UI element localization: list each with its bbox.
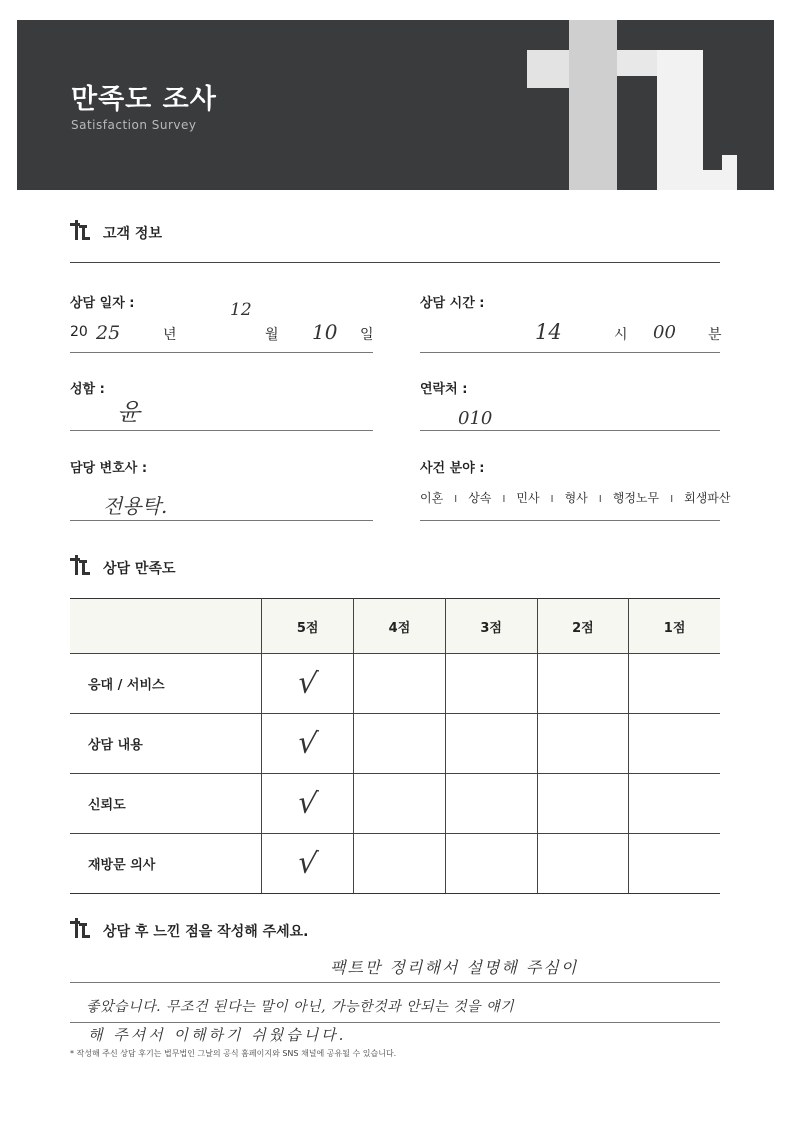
contact-underline — [420, 430, 720, 431]
feedback-line-1: 팩트만 정리해서 설명해 주심이 — [330, 958, 579, 977]
score-cell-4[interactable] — [354, 714, 446, 774]
score-cell-2[interactable] — [537, 774, 629, 834]
score-cell-1[interactable] — [629, 654, 720, 714]
brand-logo-large — [507, 20, 747, 190]
lawyer-handwritten: 전용탁. — [103, 494, 168, 518]
case-field-option[interactable]: 이혼 — [420, 491, 444, 505]
feedback-underline — [70, 1022, 720, 1023]
case-field-label: 사건 분야 : — [420, 461, 485, 476]
name-underline — [70, 430, 373, 431]
field-separator: ı — [550, 491, 554, 505]
case-field-option[interactable]: 회생파산 — [684, 491, 731, 505]
row-label: 상담 내용 — [70, 714, 262, 774]
date-prefix: 20 — [70, 324, 88, 340]
feedback-line-3: 해 주셔서 이해하기 쉬웠습니다. — [88, 1026, 347, 1044]
field-separator: ı — [669, 491, 674, 505]
name-handwritten: 윤 — [117, 398, 141, 426]
score-cell-5[interactable] — [262, 774, 354, 834]
check-mark-icon: √ — [295, 784, 320, 823]
page-subtitle: Satisfaction Survey — [71, 118, 197, 132]
score-cell-4[interactable] — [354, 834, 446, 894]
date-day-unit: 일 — [360, 327, 374, 343]
score-cell-1[interactable] — [629, 774, 720, 834]
check-mark-icon: √ — [295, 724, 320, 763]
case-field-option[interactable]: 형사 — [564, 491, 588, 505]
case-field-option[interactable]: 상속 — [468, 491, 492, 505]
field-separator: ı — [598, 491, 602, 505]
contact-handwritten: 010 — [458, 408, 493, 429]
case-field-option[interactable]: 민사 — [516, 491, 540, 505]
date-month-handwritten: 12 — [230, 300, 252, 320]
table-row — [70, 714, 720, 774]
feedback-line-2: 좋았습니다. 무조건 된다는 말이 아닌, 가능한것과 안되는 것을 얘기 — [86, 999, 515, 1015]
tl-logo-icon — [70, 220, 92, 242]
case-field-underline — [420, 520, 720, 521]
customer-info-title: 고객 정보 — [103, 226, 162, 242]
field-separator: ı — [454, 491, 458, 505]
row-label: 재방문 의사 — [70, 834, 262, 894]
time-underline — [420, 352, 720, 353]
score-cell-2[interactable] — [537, 654, 629, 714]
time-minute-unit: 분 — [708, 327, 722, 343]
case-field-option[interactable]: 행정노무 — [612, 491, 660, 505]
lawyer-label: 담당 변호사 : — [70, 461, 148, 476]
score-cell-1[interactable] — [629, 834, 720, 894]
section-divider — [70, 262, 720, 263]
table-row — [70, 834, 720, 894]
score-cell-3[interactable] — [445, 834, 537, 894]
date-month-unit: 월 — [265, 327, 279, 343]
satisfaction-title: 상담 만족도 — [103, 561, 176, 577]
column-header: 3점 — [445, 599, 537, 654]
footnote: * 작성해 주신 상담 후기는 법무법인 그날의 공식 홈페이지와 SNS 채널에 공유될 수 있습니다. — [70, 1049, 397, 1058]
satisfaction-table — [70, 598, 720, 894]
consult-date-label: 상담 일자 : — [70, 296, 135, 311]
score-cell-4[interactable] — [354, 774, 446, 834]
score-cell-2[interactable] — [537, 714, 629, 774]
score-cell-3[interactable] — [445, 654, 537, 714]
score-cell-5[interactable] — [262, 654, 354, 714]
score-cell-2[interactable] — [537, 834, 629, 894]
name-label: 성함 : — [70, 382, 105, 397]
date-year-unit: 년 — [163, 327, 177, 343]
column-header: 1점 — [629, 599, 720, 654]
table-row — [70, 654, 720, 714]
consult-time-label: 상담 시간 : — [420, 296, 485, 311]
time-hour-handwritten: 14 — [535, 320, 562, 344]
lawyer-underline — [70, 520, 373, 521]
contact-label: 연락처 : — [420, 382, 468, 397]
score-cell-1[interactable] — [629, 714, 720, 774]
tl-logo-icon — [70, 555, 92, 577]
score-cell-5[interactable] — [262, 714, 354, 774]
feedback-underline — [70, 982, 720, 983]
field-separator: ı — [502, 491, 506, 505]
score-cell-3[interactable] — [445, 714, 537, 774]
time-hour-unit: 시 — [614, 327, 628, 343]
feedback-title: 상담 후 느낀 점을 작성해 주세요. — [103, 924, 309, 940]
row-label: 신뢰도 — [70, 774, 262, 834]
check-mark-icon: √ — [295, 844, 320, 883]
tl-logo-icon — [70, 918, 92, 940]
column-header: 2점 — [537, 599, 629, 654]
time-minute-handwritten: 00 — [653, 322, 676, 343]
corner-cell — [70, 599, 262, 654]
case-field-options — [420, 489, 731, 506]
score-cell-5[interactable] — [262, 834, 354, 894]
date-day-handwritten: 10 — [312, 320, 338, 344]
table-header-row — [70, 599, 720, 654]
page-title: 만족도 조사 — [71, 84, 217, 115]
column-header: 5점 — [262, 599, 354, 654]
date-year-handwritten: 25 — [96, 322, 121, 344]
row-label: 응대 / 서비스 — [70, 654, 262, 714]
date-underline — [70, 352, 373, 353]
score-cell-3[interactable] — [445, 774, 537, 834]
survey-header — [17, 20, 774, 190]
column-header: 4점 — [354, 599, 446, 654]
table-row — [70, 774, 720, 834]
score-cell-4[interactable] — [354, 654, 446, 714]
check-mark-icon: √ — [295, 664, 320, 703]
